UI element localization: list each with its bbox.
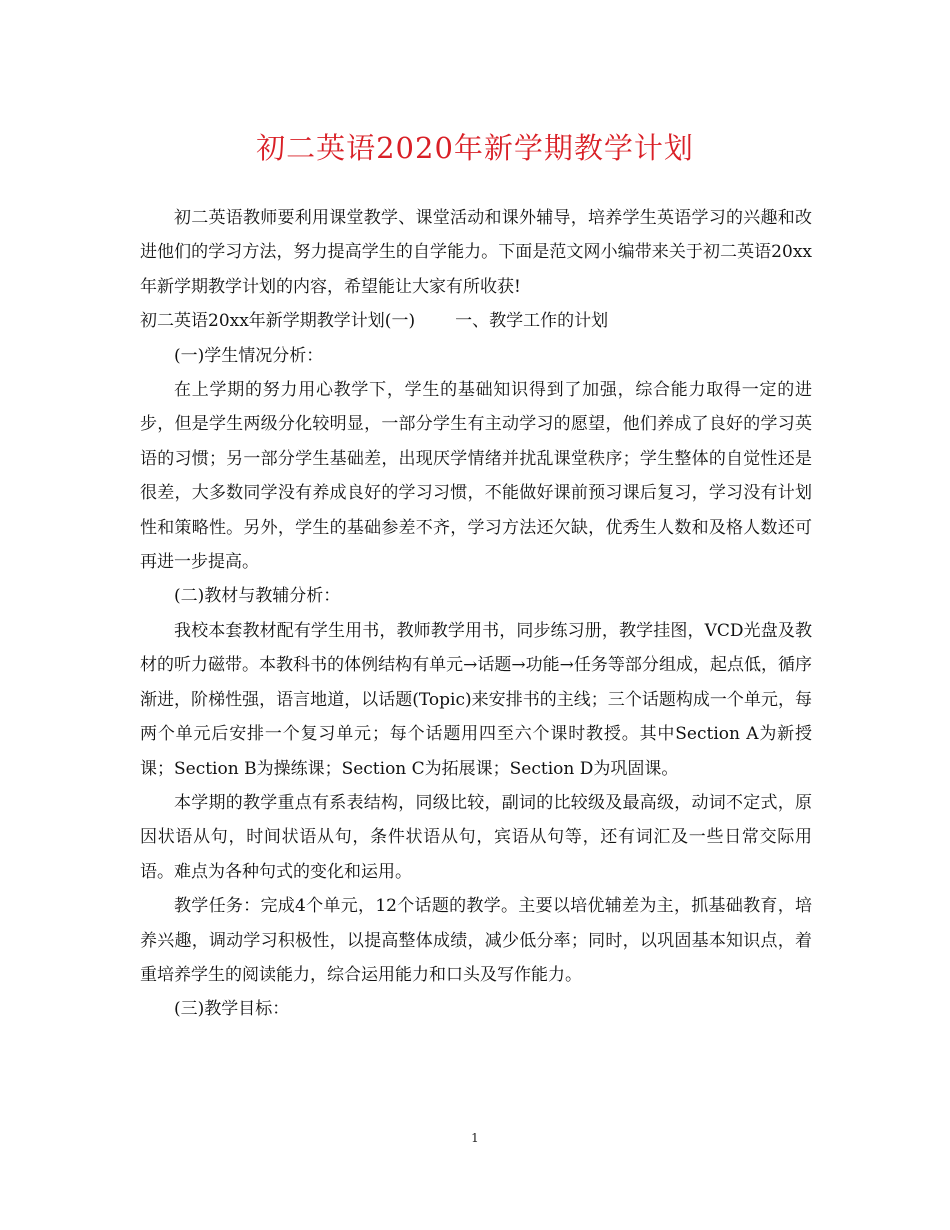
intro-paragraph: 初二英语教师要利用课堂教学、课堂活动和课外辅导，培养学生英语学习的兴趣和改进他们的学习方法，努力提高学生的自学能力。下面是范文网小编带来关于初二英语20xx年新学期教学计划的内容，希望能让大家有所收获! [140, 208, 812, 297]
plan-heading-line [140, 304, 812, 338]
plan-subtitle: 初二英语20xx年新学期教学计划(一) [140, 311, 416, 332]
teaching-focus-paragraph: 本学期的教学重点有系表结构，同级比较，副词的比较级及最高级，动词不定式，原因状语从句，时间状语从句，条件状语从句，宾语从句等，还有词汇及一些日常交际用语。难点为各种句式的变化和运用。 [140, 792, 812, 882]
page-number: 1 [471, 1131, 479, 1145]
student-analysis-paragraph: 在上学期的努力用心教学下，学生的基础知识得到了加强，综合能力取得一定的进步，但是学生两级分化较明显，一部分学生有主动学习的愿望，他们养成了良好的学习英语的习惯；另一部分学生基础差，出现厌学情绪并扰乱课堂秩序；学生整体的自觉性还是很差，大多数同学没有养成良好的学习习惯，不能做好课前预习课后复习，学习没有计划性和策略性。另外，学生的基础参差不齐，学习方法还欠缺，优秀生人数和及格人数还可再进一步提高。 [140, 380, 812, 573]
teaching-tasks-paragraph: 教学任务：完成4个单元，12个话题的教学。主要以培优辅差为主，抓基础教育，培养兴趣，调动学习积极性，以提高整体成绩，减少低分率；同时，以巩固基本知识点，着重培养学生的阅读能力，综合运用能力和口头及写作能力。 [140, 896, 812, 985]
subheading-teaching-goals: (三)教学目标： [174, 999, 290, 1020]
subheading-student-analysis: (一)学生情况分析： [174, 345, 324, 366]
document-body [140, 201, 812, 1027]
section-heading-teaching-plan: 一、教学工作的计划 [455, 311, 609, 332]
document-title: 初二英语2020年新学期教学计划 [256, 131, 694, 165]
materials-paragraph: 我校本套教材配有学生用书，教师教学用书，同步练习册，教学挂图，VCD光盘及教材的听力磁带。本教科书的体例结构有单元→话题→功能→任务等部分组成，起点低，循序渐进，阶梯性强，语言地道，以话题(Topic)来安排书的主线；三个话题构成一个单元，每两个单元后安排一个复习单元；每个话题用四至六个课时教授。其中Section A为新授课；Section B为操练课；Section C为拓展课；Section D为巩固课。 [140, 620, 812, 779]
subheading-materials-analysis: (二)教材与教辅分析： [174, 586, 341, 607]
